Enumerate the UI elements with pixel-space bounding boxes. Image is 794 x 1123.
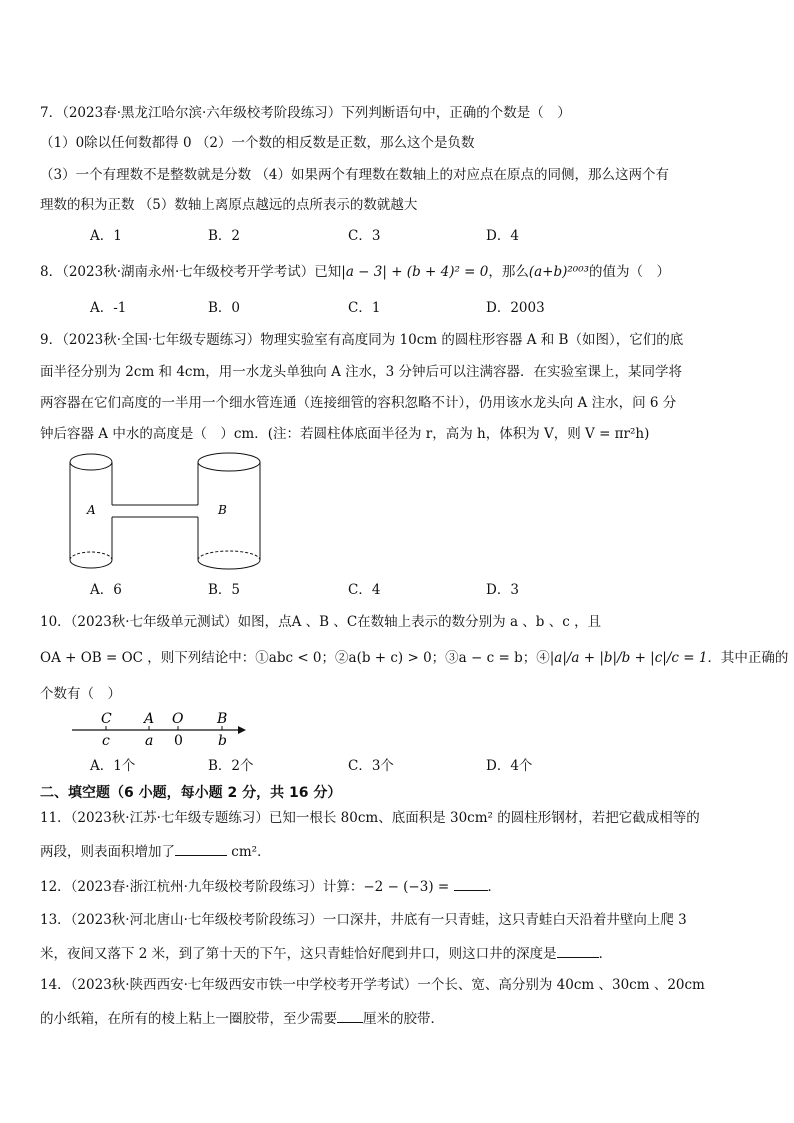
cylinder-a-label: A [87,503,96,517]
cylinder-containers-figure [66,450,271,575]
q13-answer-blank[interactable] [557,943,599,958]
q9-line2: 面半径分别为 2cm 和 4cm，用一水龙头单独向 A 注水，3 分钟后可以注满容器．在实验室课上，某同学将 [40,364,682,380]
q9-line4: 钟后容器 A 中水的高度是（ ）cm．(注：若圆柱体底面半径为 r，高为 h，体积为 V，则 V = πr²h) [40,426,650,442]
q8-suffix: 的值为（ ） [589,264,671,280]
value-a-label: a [145,733,154,749]
q7-line1: （1）0除以任何数都得 0 （2）一个数的相反数是正数，那么这个是负数 [40,135,475,151]
q14-line1: 14．（2023秋·陕西西安·七年级西安市铁一中学校考开学考试）一个长、宽、高分别为 40cm 、30cm 、20cm [40,977,705,993]
q12-line [40,876,501,897]
q9-option-a: A．6 [90,582,122,598]
value-b-label: b [218,733,227,749]
q11-line2-text: 两段，则表面积增加了 [40,844,175,860]
q10-abs-fraction-sum: |a|/a + |b|/b + |c|/c = 1 [549,650,708,666]
q14-line2 [40,1008,444,1029]
q8-option-b: B．0 [208,300,241,316]
value-c-label: c [102,733,110,749]
value-zero-label: 0 [174,733,183,749]
q13-suffix: ． [598,946,613,962]
q10-option-b: B．2个 [208,758,254,774]
q8-option-a: A．-1 [90,300,127,316]
q9-option-b: B．5 [208,582,241,598]
q14-answer-blank[interactable] [337,1008,363,1023]
q10-option-c: C．3个 [348,758,394,774]
q11-line2 [40,841,271,862]
q10-option-a: A．1个 [90,758,136,774]
q12-answer-blank[interactable] [454,876,488,891]
cylinder-b-label: B [218,503,227,517]
q11-unit: cm²． [227,844,271,860]
q10-line1: 10．（2023秋·七年级单元测试）如图，点A 、B 、C在数轴上表示的数分别为 a 、b 、c ，且 [40,614,602,630]
q7-option-b: B．2 [208,228,241,244]
origin-o-label: O [172,711,184,727]
q7-option-d: D．4 [486,228,519,244]
q7-line2: （3）一个有理数不是整数就是分数 （4）如果两个有理数在数轴上的对应点在原点的同侧，那么这两个有 [40,167,669,183]
point-a-label: A [144,711,155,727]
q7-option-c: C．3 [348,228,381,244]
q9-line3: 两容器在它们高度的一半用一个细水管连通（连接细管的容积忽略不计），仍用该水龙头向 A 注水，问 6 分 [40,395,677,411]
q13-line2 [40,943,612,964]
q8-expression: (a+b)²⁰⁰³ [528,264,590,280]
q8-option-d: D．2003 [486,300,545,316]
q9-line1: 9．（2023秋·全国·七年级专题练习）物理实验室有高度同为 10cm 的圆柱形容器 A 和 B（如图），它们的底 [40,332,684,348]
point-c-label: C [101,711,112,727]
q11-line1: 11．（2023秋·江苏·七年级专题练习）已知一根长 80cm、底面积是 30cm² 的圆柱形钢材，若把它截成相等的 [40,810,700,826]
number-line-figure [70,707,250,749]
q12-suffix: ． [487,879,502,895]
q11-answer-blank[interactable] [175,841,227,856]
q10-conditions: OA + OB = OC ，则下列结论中：①abc < 0；②a(b + c) > 0；③a − c = b；④ [40,650,550,666]
q7-line3: 理数的积为正数 （5）数轴上离原点越远的点所表示的数就越大 [40,197,418,213]
q8-stem [40,262,670,282]
q14-suffix: 厘米的胶带． [363,1011,444,1027]
point-b-label: B [217,711,228,727]
q10-option-d: D．4个 [486,758,533,774]
q7-option-a: A．1 [90,228,122,244]
q8-mid: ，那么 [488,264,529,280]
q8-option-c: C．1 [348,300,381,316]
q10-line2-end: ．其中正确的 [707,650,789,666]
q13-line2-text: 米，夜间又落下 2 米，到了第十天的下午，这只青蛙恰好爬到井口，则这口井的深度是 [40,946,557,962]
section-fill-in-title: 二、填空题（6 小题，每小题 2 分，共 16 分） [40,785,342,801]
q12-prefix: 12．（2023春·浙江杭州·九年级校考阶段练习）计算： [40,879,364,895]
q9-option-d: D．3 [486,582,519,598]
q8-equation: |a − 3| + (b + 4)² = 0 [341,264,489,280]
q13-line1: 13．（2023秋·河北唐山·七年级校考阶段练习）一口深井，井底有一只青蛙，这只青蛙白天沿着井壁向上爬 3 [40,912,687,928]
q10-line2 [40,648,788,668]
q10-line3: 个数有（ ） [40,686,121,702]
q8-prefix: 8．（2023秋·湖南永州·七年级校考开学考试）已知 [40,264,342,280]
q12-expression: −2 − (−3) = [363,879,450,895]
q7-stem: 7．（2023春·黑龙江哈尔滨·六年级校考阶段练习）下列判断语句中，正确的个数是（ ） [40,105,571,121]
q14-line2-text: 的小纸箱，在所有的棱上粘上一圈胶带，至少需要 [40,1011,337,1027]
q9-option-c: C．4 [348,582,381,598]
